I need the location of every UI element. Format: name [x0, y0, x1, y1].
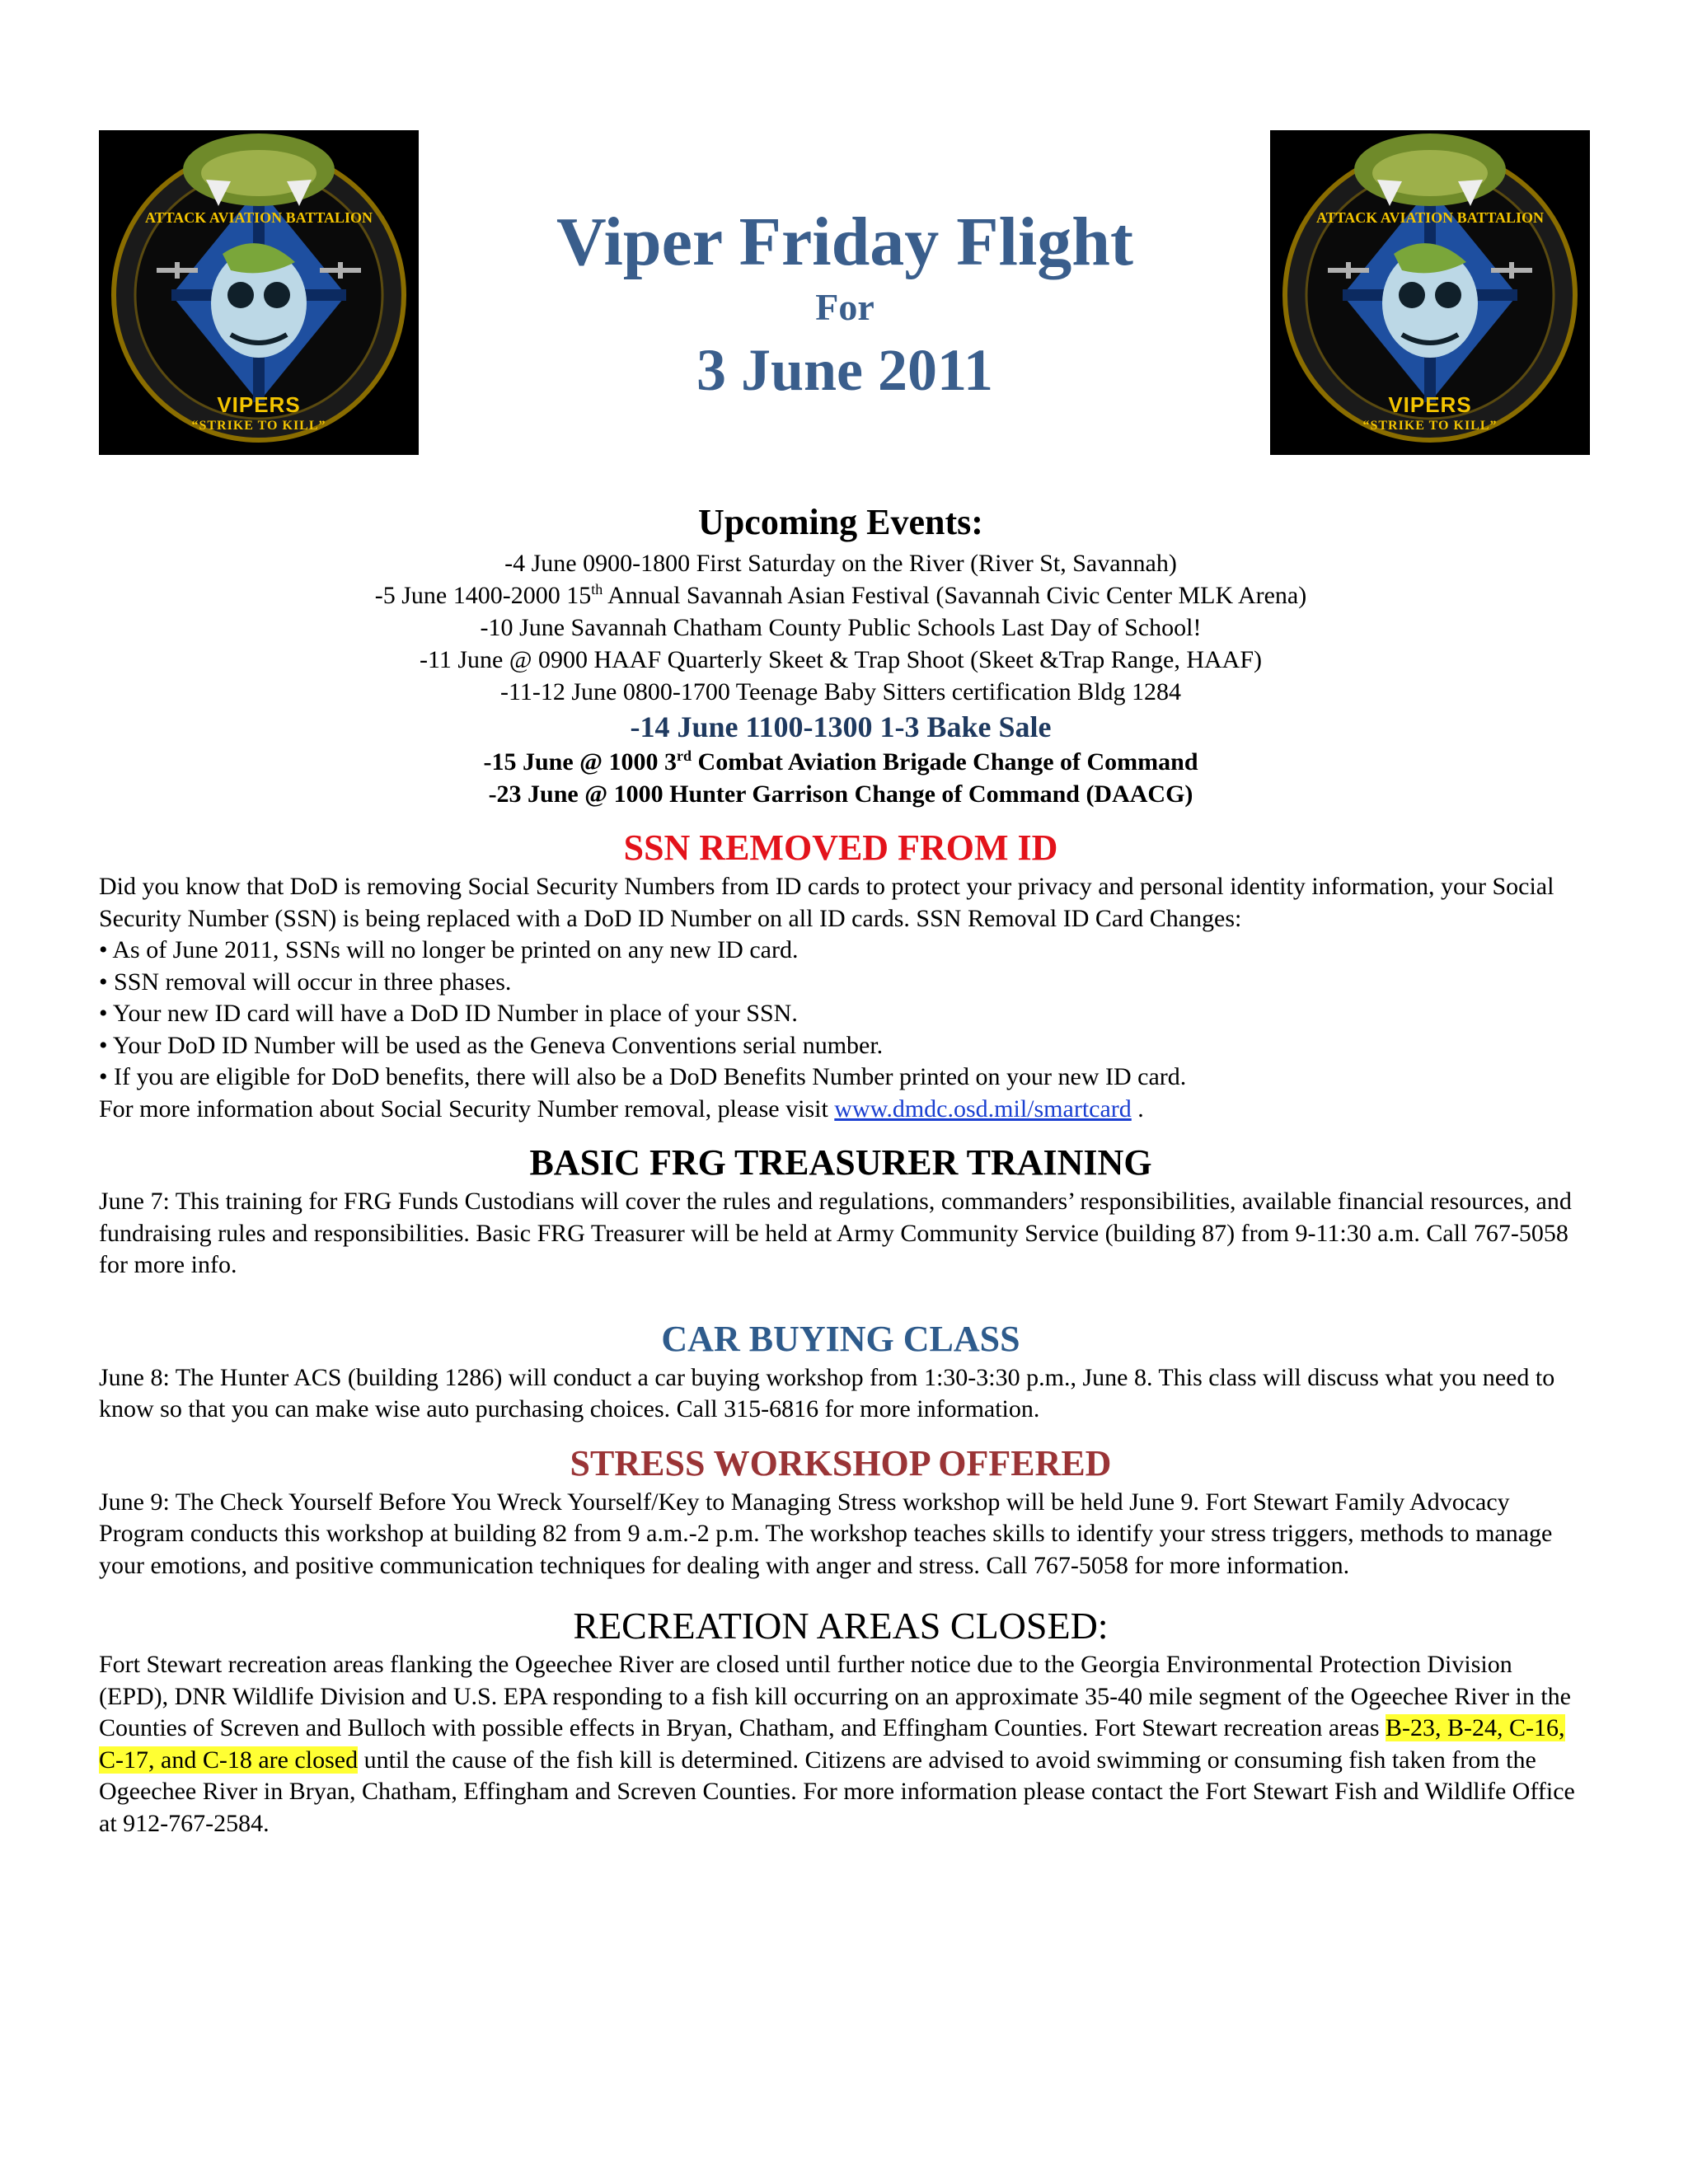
newsletter-title: Viper Friday Flight	[556, 204, 1133, 280]
smartcard-link[interactable]: www.dmdc.osd.mil/smartcard	[834, 1094, 1132, 1122]
event-text: -15 June @ 1000 3	[483, 748, 678, 776]
upcoming-events-heading: Upcoming Events:	[698, 502, 983, 542]
ssn-bullet: • If you are eligible for DoD benefits, there will also be a DoD Benefits Number printed on your new ID card.	[99, 1063, 1187, 1090]
svg-text:ATTACK AVIATION BATTALION: ATTACK AVIATION BATTALION	[1315, 209, 1545, 226]
ssn-bullet: • SSN removal will occur in three phases.	[99, 968, 512, 996]
event-text: Combat Aviation Brigade Change of Command	[692, 748, 1198, 776]
logo-stamp-text: VIPERS	[217, 392, 301, 417]
recreation-heading: RECREATION AREAS CLOSED:	[573, 1605, 1109, 1647]
frg-section	[99, 1140, 1582, 1282]
ssn-bullet: • Your DoD ID Number will be used as the Geneva Conventions serial number.	[99, 1031, 884, 1059]
logo-motto-text: “STRIKE TO KILL”	[191, 419, 326, 433]
recreation-text: until the cause of the fish kill is determined. Citizens are advised to avoid swimming or consuming fish taken from the Ogeechee River in Bryan, Chatham, Effingham and Screven Counties. For more information please contact the Fort Stewart Fish and Wildlife Office at 912-767-2584.	[99, 1746, 1575, 1837]
ssn-more-end: .	[1131, 1094, 1144, 1122]
logo-motto-text: “STRIKE TO KILL”	[1362, 419, 1498, 433]
newsletter-body	[99, 498, 1582, 1840]
event-text: Annual Savannah Asian Festival (Savannah Civic Center MLK Arena)	[603, 582, 1307, 609]
frg-body: June 7: This training for FRG Funds Custodians will cover the rules and regulations, commanders’ responsibilities, available financial resources, and fundraising rules and responsibilities. Basic FRG Treasurer will be held at Army Community Service (building 87) from 9-11:30 a.m. Call 767-5058 for more info.	[99, 1188, 1572, 1278]
newsletter-date: 3 June 2011	[696, 337, 994, 403]
event-item: -11-12 June 0800-1700 Teenage Baby Sitters certification Bldg 1284	[499, 678, 1182, 705]
stress-workshop-body: June 9: The Check Yourself Before You Wreck Yourself/Key to Managing Stress workshop will be held June 9. Fort Stewart Family Advocacy Program conducts this workshop at building 82 from 9 a.m.-2 p.m. The workshop teaches skills to identify your stress triggers, methods to manage your emotions, and positive communication techniques for dealing with anger and stress. Call 767-5058 for more information.	[99, 1488, 1553, 1579]
stress-workshop-section	[99, 1441, 1582, 1582]
event-item	[99, 746, 1582, 778]
car-buying-section	[99, 1316, 1582, 1426]
ssn-more-info	[99, 1094, 1582, 1126]
frg-heading: BASIC FRG TREASURER TRAINING	[529, 1142, 1152, 1183]
event-ordinal: th	[591, 581, 603, 598]
ssn-intro: Did you know that DoD is removing Social Security Numbers from ID cards to protect your privacy and personal identity information, your Social Security Number (SSN) is being replaced with a DoD ID Number on all ID cards. SSN Removal ID Card Changes:	[99, 873, 1554, 932]
event-text: -5 June 1400-2000 15	[374, 582, 592, 609]
svg-text:ATTACK AVIATION BATTALION: ATTACK AVIATION BATTALION	[144, 209, 373, 226]
battalion-logo-right	[1270, 130, 1590, 455]
battalion-logo-left	[99, 130, 419, 455]
closed-areas-highlight: B-23, B-24, C-16, C-17, and C-18 are closed	[99, 1714, 1565, 1774]
stress-workshop-heading: STRESS WORKSHOP OFFERED	[570, 1442, 1112, 1483]
car-buying-heading: CAR BUYING CLASS	[661, 1318, 1020, 1359]
logo-stamp-text: VIPERS	[1388, 392, 1472, 417]
car-buying-body: June 8: The Hunter ACS (building 1286) will conduct a car buying workshop from 1:30-3:30 p.m., June 8. This class will discuss what you need to know so that you can make wise auto purchasing choices. Call 315-6816 for more information.	[99, 1363, 1555, 1422]
ssn-section	[99, 825, 1582, 1125]
event-item: -10 June Savannah Chatham County Public Schools Last Day of School!	[480, 614, 1202, 641]
event-item: -4 June 0900-1800 First Saturday on the River (River St, Savannah)	[504, 550, 1177, 577]
event-item: -23 June @ 1000 Hunter Garrison Change of Command (DAACG)	[488, 780, 1193, 808]
recreation-body	[99, 1649, 1582, 1840]
recreation-section	[99, 1603, 1582, 1840]
ssn-more-text: For more information about Social Security Number removal, please visit	[99, 1094, 835, 1122]
event-ordinal: rd	[677, 748, 692, 764]
ssn-heading: SSN REMOVED FROM ID	[623, 827, 1058, 868]
upcoming-events-section	[99, 498, 1582, 810]
event-item	[99, 579, 1582, 612]
ssn-bullet: • As of June 2011, SSNs will no longer be printed on any new ID card.	[99, 936, 799, 963]
recreation-text: Fort Stewart recreation areas flanking the Ogeechee River are closed until further notice due to the Georgia Environmental Protection Division (EPD), DNR Wildlife Division and U.S. EPA responding to a fish kill occurring on an approximate 35-40 mile segment of the Ogeechee River in the Counties of Screven and Bulloch with possible effects in Bryan, Chatham, and Effingham Counties. Fort Stewart recreation areas	[99, 1651, 1571, 1741]
newsletter-for: For	[815, 286, 874, 328]
event-item: -11 June @ 0900 HAAF Quarterly Skeet & Trap Shoot (Skeet &Trap Range, HAAF)	[419, 646, 1263, 673]
event-item-bake-sale: -14 June 1100-1300 1-3 Bake Sale	[630, 710, 1052, 743]
ssn-bullet: • Your new ID card will have a DoD ID Number in place of your SSN.	[99, 1000, 798, 1027]
